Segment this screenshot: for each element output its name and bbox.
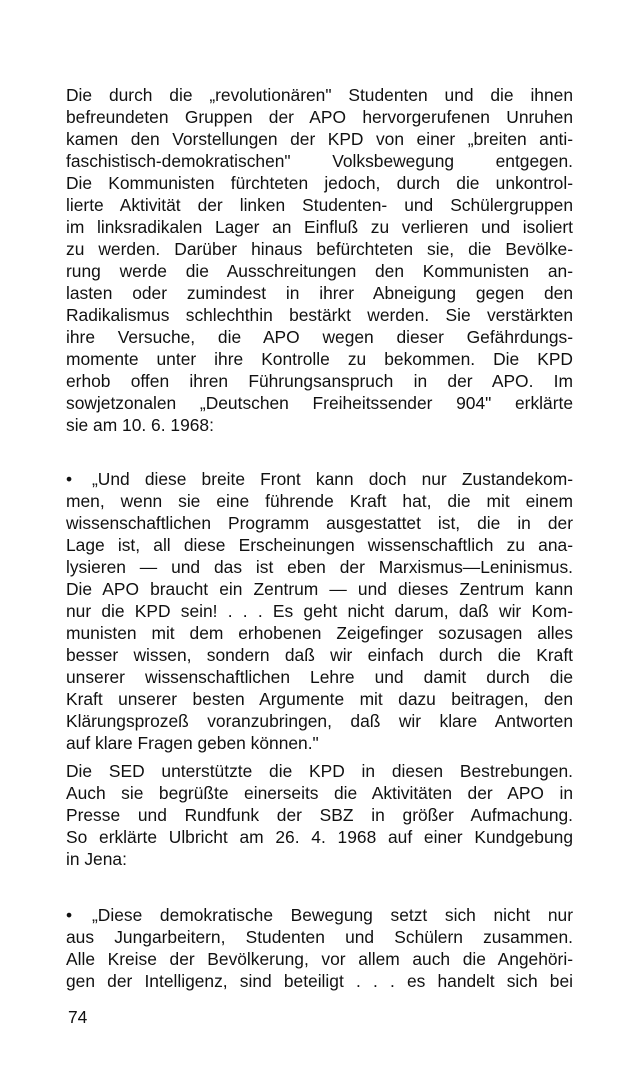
text-line: Alle Kreise der Bevölkerung, vor allem auch die Angehöri- <box>66 949 573 969</box>
text-line: Auch sie begrüßte einerseits die Aktivitäten der APO in <box>66 783 573 803</box>
text-line: Die APO braucht ein Zentrum — und dieses Zentrum kann <box>66 579 573 599</box>
text-line: zu werden. Darüber hinaus befürchteten sie, die Bevölke- <box>66 239 573 259</box>
text-line: im linksradikalen Lager an Einfluß zu verlieren und isoliert <box>66 217 573 237</box>
text-line: lysieren — und das ist eben der Marxismus—Leninismus. <box>66 557 573 577</box>
text-line: faschistisch-demokratischen" Volksbewegung entgegen. <box>66 151 573 171</box>
text-line: munisten mit dem erhobenen Zeigefinger sozusagen alles <box>66 623 573 643</box>
text-line: kamen den Vorstellungen der KPD von einer „breiten anti- <box>66 129 573 149</box>
text-line: rung werde die Ausschreitungen den Kommunisten an- <box>66 261 573 281</box>
text-line: auf klare Fragen geben können." <box>66 733 319 753</box>
bullet-mark: • <box>66 905 73 925</box>
text-line: men, wenn sie eine führende Kraft hat, die mit einem <box>66 491 573 511</box>
text-line: Klärungsprozeß voranzubringen, daß wir klare Antworten <box>66 711 573 731</box>
text-line <box>66 468 573 490</box>
bullet-mark: • <box>66 469 73 489</box>
text-line: So erklärte Ulbricht am 26. 4. 1968 auf einer Kundgebung <box>66 827 573 847</box>
text-line: sie am 10. 6. 1968: <box>66 415 214 435</box>
text-line: besser wissen, sondern daß wir einfach durch die Kraft <box>66 645 573 665</box>
text-line: Presse und Rundfunk der SBZ in größer Aufmachung. <box>66 805 573 825</box>
text-line: aus Jungarbeitern, Studenten und Schülern zusammen. <box>66 927 573 947</box>
text-line: nur die KPD sein! . . . Es geht nicht darum, daß wir Kom- <box>66 601 573 621</box>
text-line: sowjetzonalen „Deutschen Freiheitssender 904" erklärte <box>66 393 573 413</box>
text-line: lierte Aktivität der linken Studenten- und Schülergruppen <box>66 195 573 215</box>
text-line: ihre Versuche, die APO wegen dieser Gefährdungs- <box>66 327 573 347</box>
text-line: Lage ist, all diese Erscheinungen wissenschaftlich zu ana- <box>66 535 573 555</box>
page-number: 74 <box>68 1007 88 1027</box>
text-line: momente unter ihre Kontrolle zu bekommen. Die KPD <box>66 349 573 369</box>
quote-first-line: „Und diese breite Front kann doch nur Zustandekom- <box>92 469 573 489</box>
text-line: lasten oder zumindest in ihrer Abneigung gegen den <box>66 283 573 303</box>
paragraph-intro <box>66 84 573 436</box>
text-line <box>66 904 573 926</box>
text-line: Kraft unserer besten Argumente mit dazu beitragen, den <box>66 689 573 709</box>
text-line: Radikalismus schlechthin bestärkt werden. Sie verstärkten <box>66 305 573 325</box>
text-line: Die durch die „revolutionären" Studenten und die ihnen <box>66 85 573 105</box>
text-line: gen der Intelligenz, sind beteiligt . . . es handelt sich bei <box>66 971 573 991</box>
quote-ulbricht <box>66 904 573 992</box>
text-line: wissenschaftlichen Programm ausgestattet ist, die in der <box>66 513 573 533</box>
text-line: unserer wissenschaftlichen Lehre und damit durch die <box>66 667 573 687</box>
quote-kpd <box>66 468 573 754</box>
text-line: erhob offen ihren Führungsanspruch in der APO. Im <box>66 371 573 391</box>
text-line: Die Kommunisten fürchteten jedoch, durch die unkontrol- <box>66 173 573 193</box>
text-line: Die SED unterstützte die KPD in diesen Bestrebungen. <box>66 761 573 781</box>
paragraph-sed <box>66 760 573 870</box>
quote-first-line: „Diese demokratische Bewegung setzt sich nicht nur <box>92 905 573 925</box>
text-line: befreundeten Gruppen der APO hervorgerufenen Unruhen <box>66 107 573 127</box>
text-line: in Jena: <box>66 849 127 869</box>
